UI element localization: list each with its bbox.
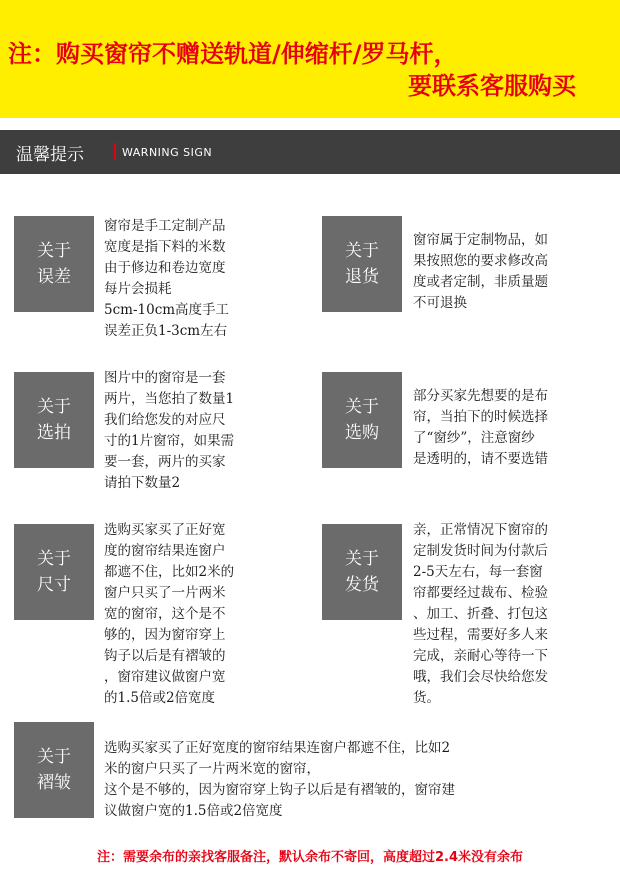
section-text-pleats: 选购买家买了正好宽度的窗帘结果连窗户都遮不住，比如2 米的窗户只买了一片两米宽的窗帘， 这个是不够的，因为窗帘穿上钩子以后是有褶皱的，窗帘建 议做窗户宽的1.5倍或2倍宽度 — [104, 740, 455, 819]
footer-note: 注：需要余布的亲找客服备注，默认余布不寄回，高度超过2.4米没有余布 — [96, 850, 524, 865]
tile-quantity — [14, 372, 94, 468]
tile-label-top: 关于 — [345, 397, 379, 417]
tile-label-bottom: 褶皱 — [37, 773, 71, 793]
tile-label-bottom: 尺寸 — [37, 575, 71, 595]
section-text-error: 窗帘是手工定制产品 宽度是指下料的米数 由于修边和卷边宽度 每片会损耗 5cm-10cm高度手工 误差正负1-3cm左右 — [104, 218, 230, 339]
section-text-selection: 部分买家先想要的是布 帘，当拍下的时候选择 了“窗纱”，注意窗纱 是透明的，请不要选错 — [413, 388, 548, 467]
tile-size — [14, 524, 94, 620]
warning-subtitle: WARNING SIGN — [122, 146, 213, 159]
tile-label-top: 关于 — [37, 549, 71, 569]
banner-notice-line2: 要联系客服购买 — [408, 72, 576, 100]
section-text-size: 选购买家买了正好宽 度的窗帘结果连窗户 都遮不住，比如2米的 窗户只买了一片两米 宽的窗帘，这个是不 够的，因为窗帘穿上 钩子以后是有褶皱的 ，窗帘建议做窗户宽 的1.5倍或2倍宽度 — [104, 522, 235, 706]
tile-selection — [322, 372, 402, 468]
tile-label-bottom: 发货 — [345, 575, 379, 595]
tile-label-top: 关于 — [37, 241, 71, 261]
tile-label-top: 关于 — [37, 747, 71, 767]
banner-notice-line1: 注：购买窗帘不赠送轨道/伸缩杆/罗马杆， — [8, 40, 458, 68]
tile-label-bottom: 选购 — [345, 423, 379, 443]
warning-header — [0, 130, 620, 174]
top-banner — [0, 0, 620, 118]
tile-error — [14, 216, 94, 312]
tile-label-bottom: 误差 — [37, 267, 71, 287]
tile-label-top: 关于 — [345, 241, 379, 261]
tile-label-bottom: 选拍 — [37, 423, 71, 443]
tile-label-top: 关于 — [37, 397, 71, 417]
section-text-returns: 窗帘属于定制物品，如 果按照您的要求修改高 度或者定制，非质量题 不可退换 — [413, 232, 548, 311]
tile-label-bottom: 退货 — [345, 267, 379, 287]
warning-divider — [114, 143, 116, 160]
tile-pleats — [14, 722, 94, 818]
warning-title: 温馨提示 — [16, 145, 84, 165]
tile-label-top: 关于 — [345, 549, 379, 569]
tile-shipping — [322, 524, 402, 620]
tile-returns — [322, 216, 402, 312]
section-text-shipping: 亲，正常情况下窗帘的 定制发货时间为付款后 2-5天左右，每一套窗 帘都要经过裁布、检验 、加工、折叠、打包这 些过程，需要好多人来 完成，亲耐心等待一下 哦，我们会尽快给您发 货。 — [413, 522, 548, 706]
section-text-quantity: 图片中的窗帘是一套 两片，当您拍了数量1 我们给您发的对应尺 寸的1片窗帘，如果需 要一套，两片的买家 请拍下数量2 — [104, 370, 235, 491]
